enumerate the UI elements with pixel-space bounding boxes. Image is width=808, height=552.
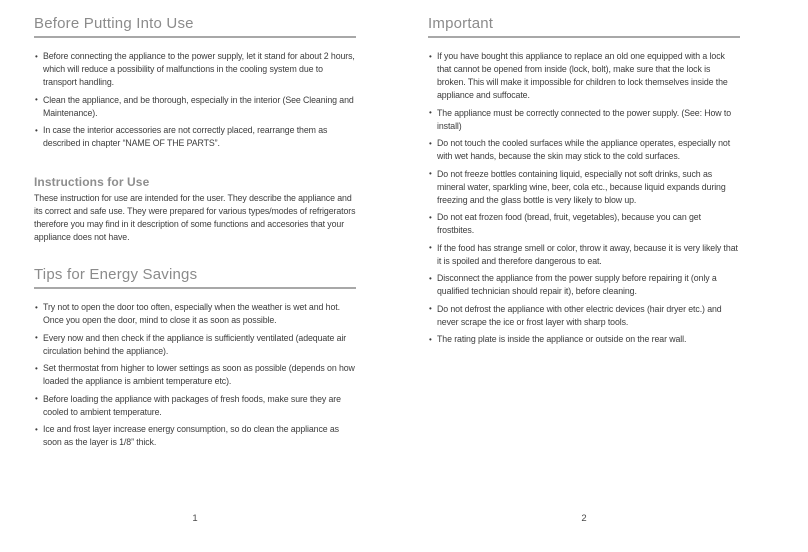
list-item-text: If the food has strange smell or color, throw it away, because it is very likely that it is spoiled and therefore dangerous to eat. [437, 242, 738, 266]
list-item [428, 272, 740, 298]
section-tips-for-energy-savings [34, 265, 356, 289]
bullet-list [34, 301, 356, 449]
heading-rule [34, 287, 356, 289]
section-title: Important [428, 15, 494, 32]
manual-page-1 [34, 0, 356, 552]
list-item-text: Ice and frost layer increase energy consumption, so do clean the appliance as soon as the layer is 1/8” thick. [43, 424, 339, 447]
section-important [428, 14, 740, 38]
page-number-1: 1 [192, 513, 198, 524]
list-item-text: Try not to open the door too often, especially when the weather is wet and hot. Once you open the door, mind to close it as soon as possible. [43, 302, 340, 325]
list-item [34, 94, 356, 120]
manual-page-2 [428, 0, 740, 552]
bullet-icon: • [35, 51, 38, 61]
list-item [34, 393, 356, 419]
list-item [34, 423, 356, 449]
bullet-icon: • [35, 424, 38, 434]
list-item [34, 124, 356, 150]
list-item-text: Every now and then check if the appliance is sufficiently ventilated (adequate air circulation behind the appliance). [43, 332, 347, 356]
list-item [34, 50, 356, 89]
bullet-icon: • [429, 169, 432, 178]
bullet-icon: • [429, 51, 432, 61]
list-item [34, 362, 356, 388]
bullet-icon: • [429, 212, 432, 222]
list-item-text: In case the interior accessories are not correctly placed, rearrange them as described in chapter “NAME OF THE PARTS”. [43, 125, 328, 148]
bullet-icon: • [35, 394, 38, 403]
list-item-text: Clean the appliance, and be thorough, especially in the interior (See Cleaning and Maintenance). [43, 94, 354, 118]
subsection-title-instructions-for-use: Instructions for Use [34, 175, 150, 189]
bullet-icon: • [429, 243, 432, 252]
list-item-text: Set thermostat from higher to lower settings as soon as possible (depends on how loaded the appliance is ambient temperature etc). [43, 363, 355, 386]
heading-rule [34, 36, 356, 38]
list-item-text: Before connecting the appliance to the power supply, let it stand for about 2 hours, which will reduce a possibility of malfunctions in the cooling system due to transport handling. [43, 51, 355, 87]
list-item [428, 107, 740, 133]
heading-rule [428, 36, 740, 38]
list-item-text: The appliance must be correctly connected to the power supply. (See: How to install) [437, 107, 732, 131]
list-item [428, 211, 740, 237]
bullet-icon: • [429, 138, 432, 148]
bullet-icon: • [35, 95, 38, 104]
bullet-icon: • [429, 273, 432, 283]
bullet-icon: • [429, 108, 432, 117]
bullet-icon: • [35, 125, 38, 135]
list-item [34, 332, 356, 358]
list-item [428, 50, 740, 102]
list-item-text: Disconnect the appliance from the power supply before repairing it (only a qualified technician should repair it), before cleaning. [437, 273, 717, 296]
list-item [34, 301, 356, 327]
bullet-icon: • [35, 363, 38, 373]
bullet-list [428, 50, 740, 346]
list-item-text: Do not defrost the appliance with other electric devices (hair dryer etc.) and never scrape the ice or frost layer with sharp tools. [437, 303, 722, 327]
list-item-text: Do not freeze bottles containing liquid, especially not soft drinks, such as mineral water, sparkling wine, beer, cola etc., because liquid expands during freezing and the glass bottle is very likely to blow up. [437, 168, 726, 205]
list-item [428, 137, 740, 163]
section-title: Tips for Energy Savings [34, 266, 198, 283]
list-item-text: Do not eat frozen food (bread, fruit, vegetables), because you can get frostbites. [437, 212, 701, 235]
section-title: Before Putting Into Use [34, 15, 194, 32]
list-item-text: If you have bought this appliance to replace an old one equipped with a lock that cannot be opened from inside (lock, bolt), make sure that the lock is broken. This will make it impossible for children to lock themselves inside the appliance and suffocate. [437, 51, 728, 100]
bullet-icon: • [35, 333, 38, 342]
page-number-2: 2 [581, 513, 587, 524]
bullet-icon: • [35, 302, 38, 312]
bullet-icon: • [429, 334, 432, 344]
bullet-list [34, 50, 356, 150]
list-item [428, 333, 740, 346]
section-before-putting-into-use [34, 14, 356, 38]
list-item-text: Before loading the appliance with packages of fresh foods, make sure they are cooled to ambient temperature. [43, 393, 341, 417]
bullet-icon: • [429, 304, 432, 313]
list-item [428, 242, 740, 268]
list-item-text: The rating plate is inside the appliance or outside on the rear wall. [437, 334, 687, 344]
list-item [428, 303, 740, 329]
instructions-paragraph: These instruction for use are intended for the user. They describe the appliance and its correct and safe use. They were prepared for various types/modes of refrigerators therefore you may find in it description of some functions and accesories that your appliance does not have. [34, 193, 356, 242]
list-item-text: Do not touch the cooled surfaces while the appliance operates, especially not with wet hands, because the skin may stick to the cold surfaces. [437, 138, 731, 161]
list-item [428, 168, 740, 207]
